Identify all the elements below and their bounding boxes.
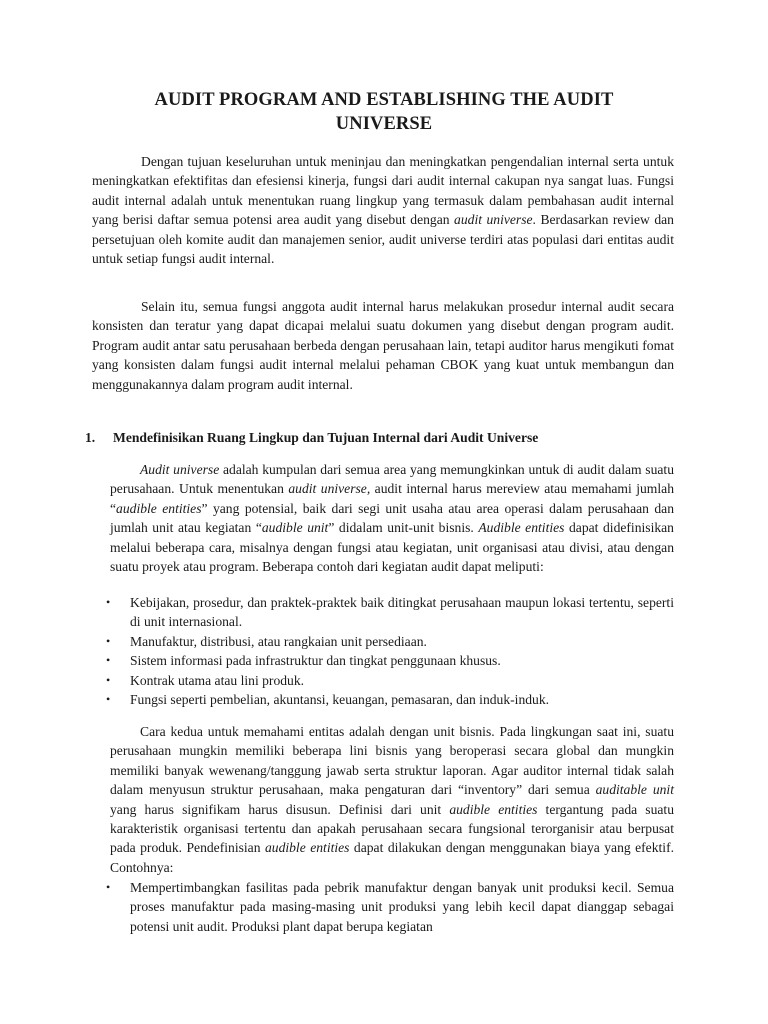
list-item bbox=[106, 690, 674, 709]
section-heading-1 bbox=[85, 428, 538, 447]
text-run: dapat didefinisikan melalui beberapa cara, misalnya dengan fungsi atau kegiatan, unit organisasi atau divisi, atau dengan suatu proyek atau program. Beberapa contoh dari kegiatan audit dapat meliputi: bbox=[110, 520, 674, 575]
text-run: Cara kedua untuk memahami entitas adalah dengan unit bisnis. Pada lingkungan saat ini, suatu perusahaan mungkin memiliki beberapa lini bisnis yang beroperasi secara global dan mungkin memiliki banyak wewenang/tanggung jawab serta struktur laporan. Agar auditor internal tidak salah dalam menyusun struktur perusahaan, maka pengaturan dari “inventory” dari semua bbox=[110, 724, 674, 798]
text-run: tergantung pada suatu karakteristik organisasi tertentu dan apakah perusahaan secara fungsional terorganisir atau berpusat pada produk. Pendefinisian bbox=[110, 801, 675, 856]
list-item-text: Fungsi seperti pembelian, akuntansi, keuangan, pemasaran, dan induk-induk. bbox=[130, 692, 550, 708]
list-item-text: Kontrak utama atau lini produk. bbox=[130, 672, 305, 688]
italic-term: audit universe bbox=[454, 212, 533, 228]
bullet-icon: • bbox=[106, 653, 111, 668]
text-run: Selain itu, semua fungsi anggota audit internal harus melakukan prosedur internal audit secara konsisten dan teratur yang dapat dicapai melalui suatu dokumen yang disebut dengan program audit. Program audit antar satu perusahaan berbeda dengan perusahaan lain, tetapi auditor harus mengikuti fomat yang konsisten dalam fungsi audit internal melalui pehaman CBOK yang kuat untuk membangun dan menggunakannya dalam program audit internal. bbox=[92, 299, 674, 392]
text-run: audit internal harus mereview atau memahami jumlah “ bbox=[110, 481, 674, 516]
bullet-list-examples bbox=[106, 878, 674, 936]
italic-term: Audit universe bbox=[140, 462, 220, 477]
text-run: adalah kumpulan dari semua area yang memungkinkan untuk di audit dalam suatu perusahaan. Untuk menentukan bbox=[110, 462, 675, 497]
bullet-icon: • bbox=[106, 692, 111, 707]
italic-term: audit universe, bbox=[288, 481, 371, 497]
italic-term: audible entities bbox=[449, 801, 538, 817]
text-run: Dengan tujuan keseluruhan untuk meninjau dan meningkatkan pengendalian internal serta untuk meningkatkan efektifitas dan efesiensi kinerja, fungsi dari audit internal cakupan nya sangat luas. Fungsi audit internal adalah untuk menentukan ruang lingkup yang termasuk dalam pembahasan audit internal yang berisi daftar semua potensi area audit yang disebut dengan bbox=[92, 154, 674, 228]
section-number: 1. bbox=[85, 430, 96, 445]
text-run: dapat dilakukan dengan menggunakan biaya yang efektif. Contohnya: bbox=[110, 840, 674, 875]
italic-term: audible entities bbox=[264, 840, 350, 856]
bullet-list-audit-activities bbox=[106, 593, 674, 709]
list-item-text: Kebijakan, prosedur, dan praktek-praktek baik ditingkat perusahaan maupun lokasi tertentu, seperti di unit internasional. bbox=[130, 595, 674, 630]
bullet-icon: • bbox=[106, 633, 111, 648]
list-item bbox=[106, 671, 674, 690]
paragraph-audit-program bbox=[92, 297, 674, 394]
paragraph-audit-universe bbox=[110, 460, 674, 576]
list-item bbox=[106, 651, 674, 670]
section-heading-text: Mendefinisikan Ruang Lingkup dan Tujuan Internal dari Audit Universe bbox=[113, 430, 539, 445]
list-item-text: Sistem informasi pada infrastruktur dan tingkat penggunaan khusus. bbox=[130, 653, 501, 669]
italic-term: audible entities bbox=[116, 500, 202, 516]
bullet-icon: • bbox=[106, 595, 111, 609]
list-item bbox=[106, 878, 674, 936]
bullet-icon: • bbox=[106, 880, 111, 894]
text-run: ” yang potensial, baik dari segi unit usaha atau area operasi dalam perusahaan dan jumlah unit atau kegiatan “ bbox=[110, 500, 675, 536]
list-item-text: Manufaktur, distribusi, atau rangkaian unit persediaan. bbox=[130, 633, 427, 649]
paragraph-intro bbox=[92, 152, 674, 268]
italic-term: audible unit bbox=[261, 520, 329, 536]
list-item-text: Mempertimbangkan fasilitas pada pebrik manufaktur dengan banyak unit produksi kecil. Semua proses manufaktur pada masing-masing unit produksi yang lebih kecil dapat dianggap sebagai potensi unit audit. Produksi plant dapat berupa kegiatan bbox=[130, 880, 674, 934]
text-run: ” didalam unit-unit bisnis. bbox=[328, 520, 479, 536]
list-item bbox=[106, 632, 674, 651]
bullet-icon: • bbox=[106, 672, 111, 687]
document-title: AUDIT PROGRAM AND ESTABLISHING THE AUDIT UNIVERSE bbox=[154, 90, 614, 134]
italic-term: auditable unit bbox=[595, 782, 674, 798]
italic-term: Audible entities bbox=[478, 520, 565, 536]
text-run: yang harus signifikam harus disusun. Definisi dari unit bbox=[110, 801, 450, 817]
paragraph-business-units bbox=[110, 722, 674, 877]
text-run: . Berdasarkan review dan persetujuan oleh komite audit dan manajemen senior, audit universe terdiri atas populasi dari entitas audit untuk setiap fungsi audit internal. bbox=[92, 212, 674, 267]
list-item bbox=[106, 593, 674, 632]
